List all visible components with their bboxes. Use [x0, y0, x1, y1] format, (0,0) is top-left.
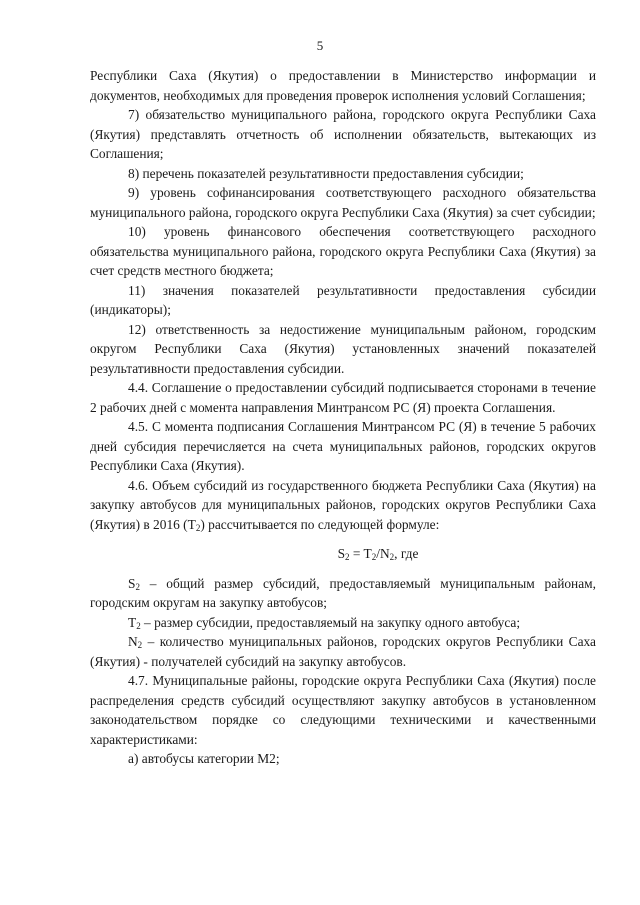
- paragraph: 10) уровень финансового обеспечения соответствующего расходного обязательства муниципального района, городского округа Республики Саха (Якутия) за счет средств местного бюджета;: [90, 224, 596, 278]
- definition-paragraph: $T_2$ – размер субсидии, предоставляемый на закупку одного автобуса;: [128, 614, 521, 631]
- paragraph: 8) перечень показателей результативности предоставления субсидии;: [128, 165, 524, 181]
- definition-list: [90, 574, 596, 672]
- paragraph: 4.6. Объем субсидий из государственного бюджета Республики Саха (Якутия) на закупку автобусов для муниципальных районов, городских округов Республики Саха (Якутия) в 2016 $(T_2)$ рассчитывается по следующей формуле:: [90, 477, 596, 533]
- paragraph: 4.4. Соглашение о предоставлении субсидий подписывается сторонами в течение 2 рабочих дней с момента направления Минтрансом РС (Я) проекта Соглашения.: [90, 380, 596, 415]
- definition-paragraph: $S_2$ – общий размер субсидий, предоставляемый муниципальным районам, городским округам на закупку автобусов;: [90, 575, 596, 610]
- definition-paragraph: $N_2$ – количество муниципальных районов, городских округов Республики Саха (Якутия) - получателей субсидий на закупку автобусов.: [90, 634, 596, 669]
- formula: $S_2 = T_2/N_2$, где: [337, 546, 419, 562]
- tail-paragraph-list: [90, 671, 596, 769]
- paragraph: 11) значения показателей результативности предоставления субсидии (индикаторы);: [90, 282, 596, 317]
- paragraph: 9) уровень софинансирования соответствующего расходного обязательства муниципального района, городского округа Республики Саха (Якутия) за счет субсидии;: [90, 185, 596, 220]
- paragraph: 4.5. С момента подписания Соглашения Минтрансом РС (Я) в течение 5 рабочих дней субсидия перечисляется на счета муниципальных районов, городских округов Республики Саха (Якутия).: [90, 419, 596, 473]
- paragraph: 12) ответственность за недостижение муниципальным районом, городским округом Республики Саха (Якутия) установленных значений показателей результативности предоставления субсидии.: [90, 321, 596, 376]
- paragraph-list: [90, 66, 596, 534]
- paragraph: а) автобусы категории М2;: [128, 751, 280, 766]
- paragraph: 7) обязательство муниципального района, городского округа Республики Саха (Якутия) представлять отчетность об исполнении обязательств, вытекающих из Соглашения;: [90, 107, 596, 161]
- paragraph: Республики Саха (Якутия) о предоставлении в Министерство информации и документов, необходимых для проведения проверок исполнения условий Соглашения;: [90, 68, 596, 103]
- page-number: 5: [316, 38, 324, 53]
- paragraph: 4.7. Муниципальные районы, городские округа Республики Саха (Якутия) после распределения средств субсидий осуществляют закупку автобусов в установленном законодательством порядке со следующими техническими и качественными характеристиками:: [90, 673, 596, 747]
- document-body: [90, 66, 596, 769]
